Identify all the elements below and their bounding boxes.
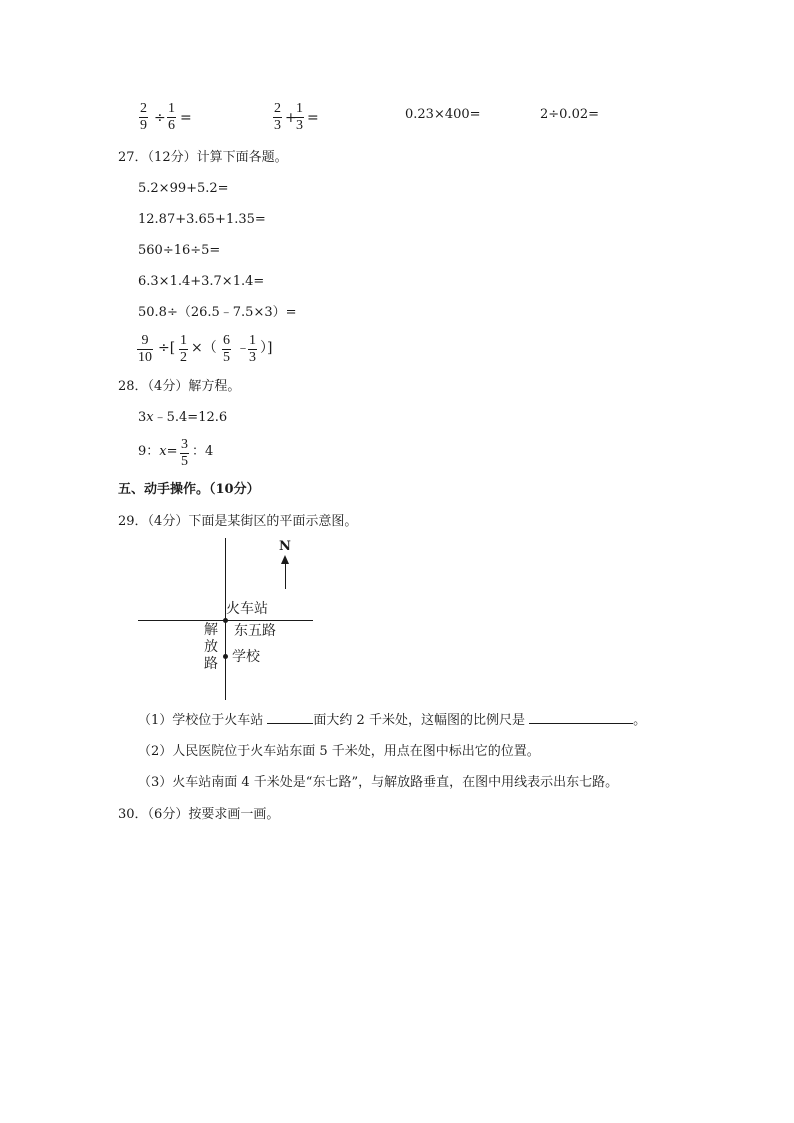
east-road-label: 东五路	[234, 623, 276, 639]
fraction: 2 9	[140, 101, 147, 133]
school-dot	[223, 654, 228, 659]
q27-line-3: 560÷16÷5=	[138, 243, 221, 258]
north-label: N	[279, 539, 291, 554]
q29-title: 29．（4分）下面是某街区的平面示意图。	[118, 514, 358, 529]
q29-sub-1: （1）学校位于火车站 面大约 2 千米处，这幅图的比例尺是 。	[138, 713, 647, 728]
answer-blank[interactable]	[529, 723, 633, 724]
q27-line-2: 12.87+3.65+1.35=	[138, 212, 266, 227]
fraction: 3 5	[181, 437, 188, 469]
q27-line-4: 6.3×1.4+3.7×1.4=	[138, 274, 265, 289]
top-problem-4: 2÷0.02=	[540, 107, 600, 122]
q29-sub-3: （3）火车站南面 4 千米处是“东七路”，与解放路垂直，在图中用线表示出东七路。	[138, 775, 619, 790]
q28-equation-1: 3x﹣5.4=12.6	[138, 410, 228, 425]
fraction: 1 3	[249, 333, 256, 365]
fraction: 2 3	[274, 101, 281, 133]
q30-title: 30．（6分）按要求画一画。	[118, 807, 280, 822]
jiefang-label-1: 解	[204, 622, 218, 638]
station-label: 火车站	[226, 601, 268, 617]
fraction: 9 10	[138, 333, 152, 365]
jiefang-label-3: 路	[204, 656, 218, 672]
jiefang-label-2: 放	[204, 639, 218, 655]
top-problem-3: 0.23×400=	[405, 107, 481, 122]
fraction: 1 3	[296, 101, 303, 133]
q27-line-1: 5.2×99+5.2=	[138, 181, 229, 196]
q29-sub-2: （2）人民医院位于火车站东面 5 千米处，用点在图中标出它的位置。	[138, 744, 540, 759]
section-5-title: 五、动手操作。（10分）	[118, 482, 260, 497]
answer-blank[interactable]	[267, 723, 313, 724]
station-dot	[223, 618, 228, 623]
school-label: 学校	[232, 649, 260, 665]
fraction: 1 2	[180, 333, 187, 365]
fraction: 6 5	[223, 333, 230, 365]
q27-title: 27．（12分）计算下面各题。	[118, 150, 288, 165]
fraction: 1 6	[168, 101, 175, 133]
q27-line-5: 50.8÷（26.5﹣7.5×3）=	[138, 305, 297, 320]
q28-title: 28．（4分）解方程。	[118, 379, 241, 394]
